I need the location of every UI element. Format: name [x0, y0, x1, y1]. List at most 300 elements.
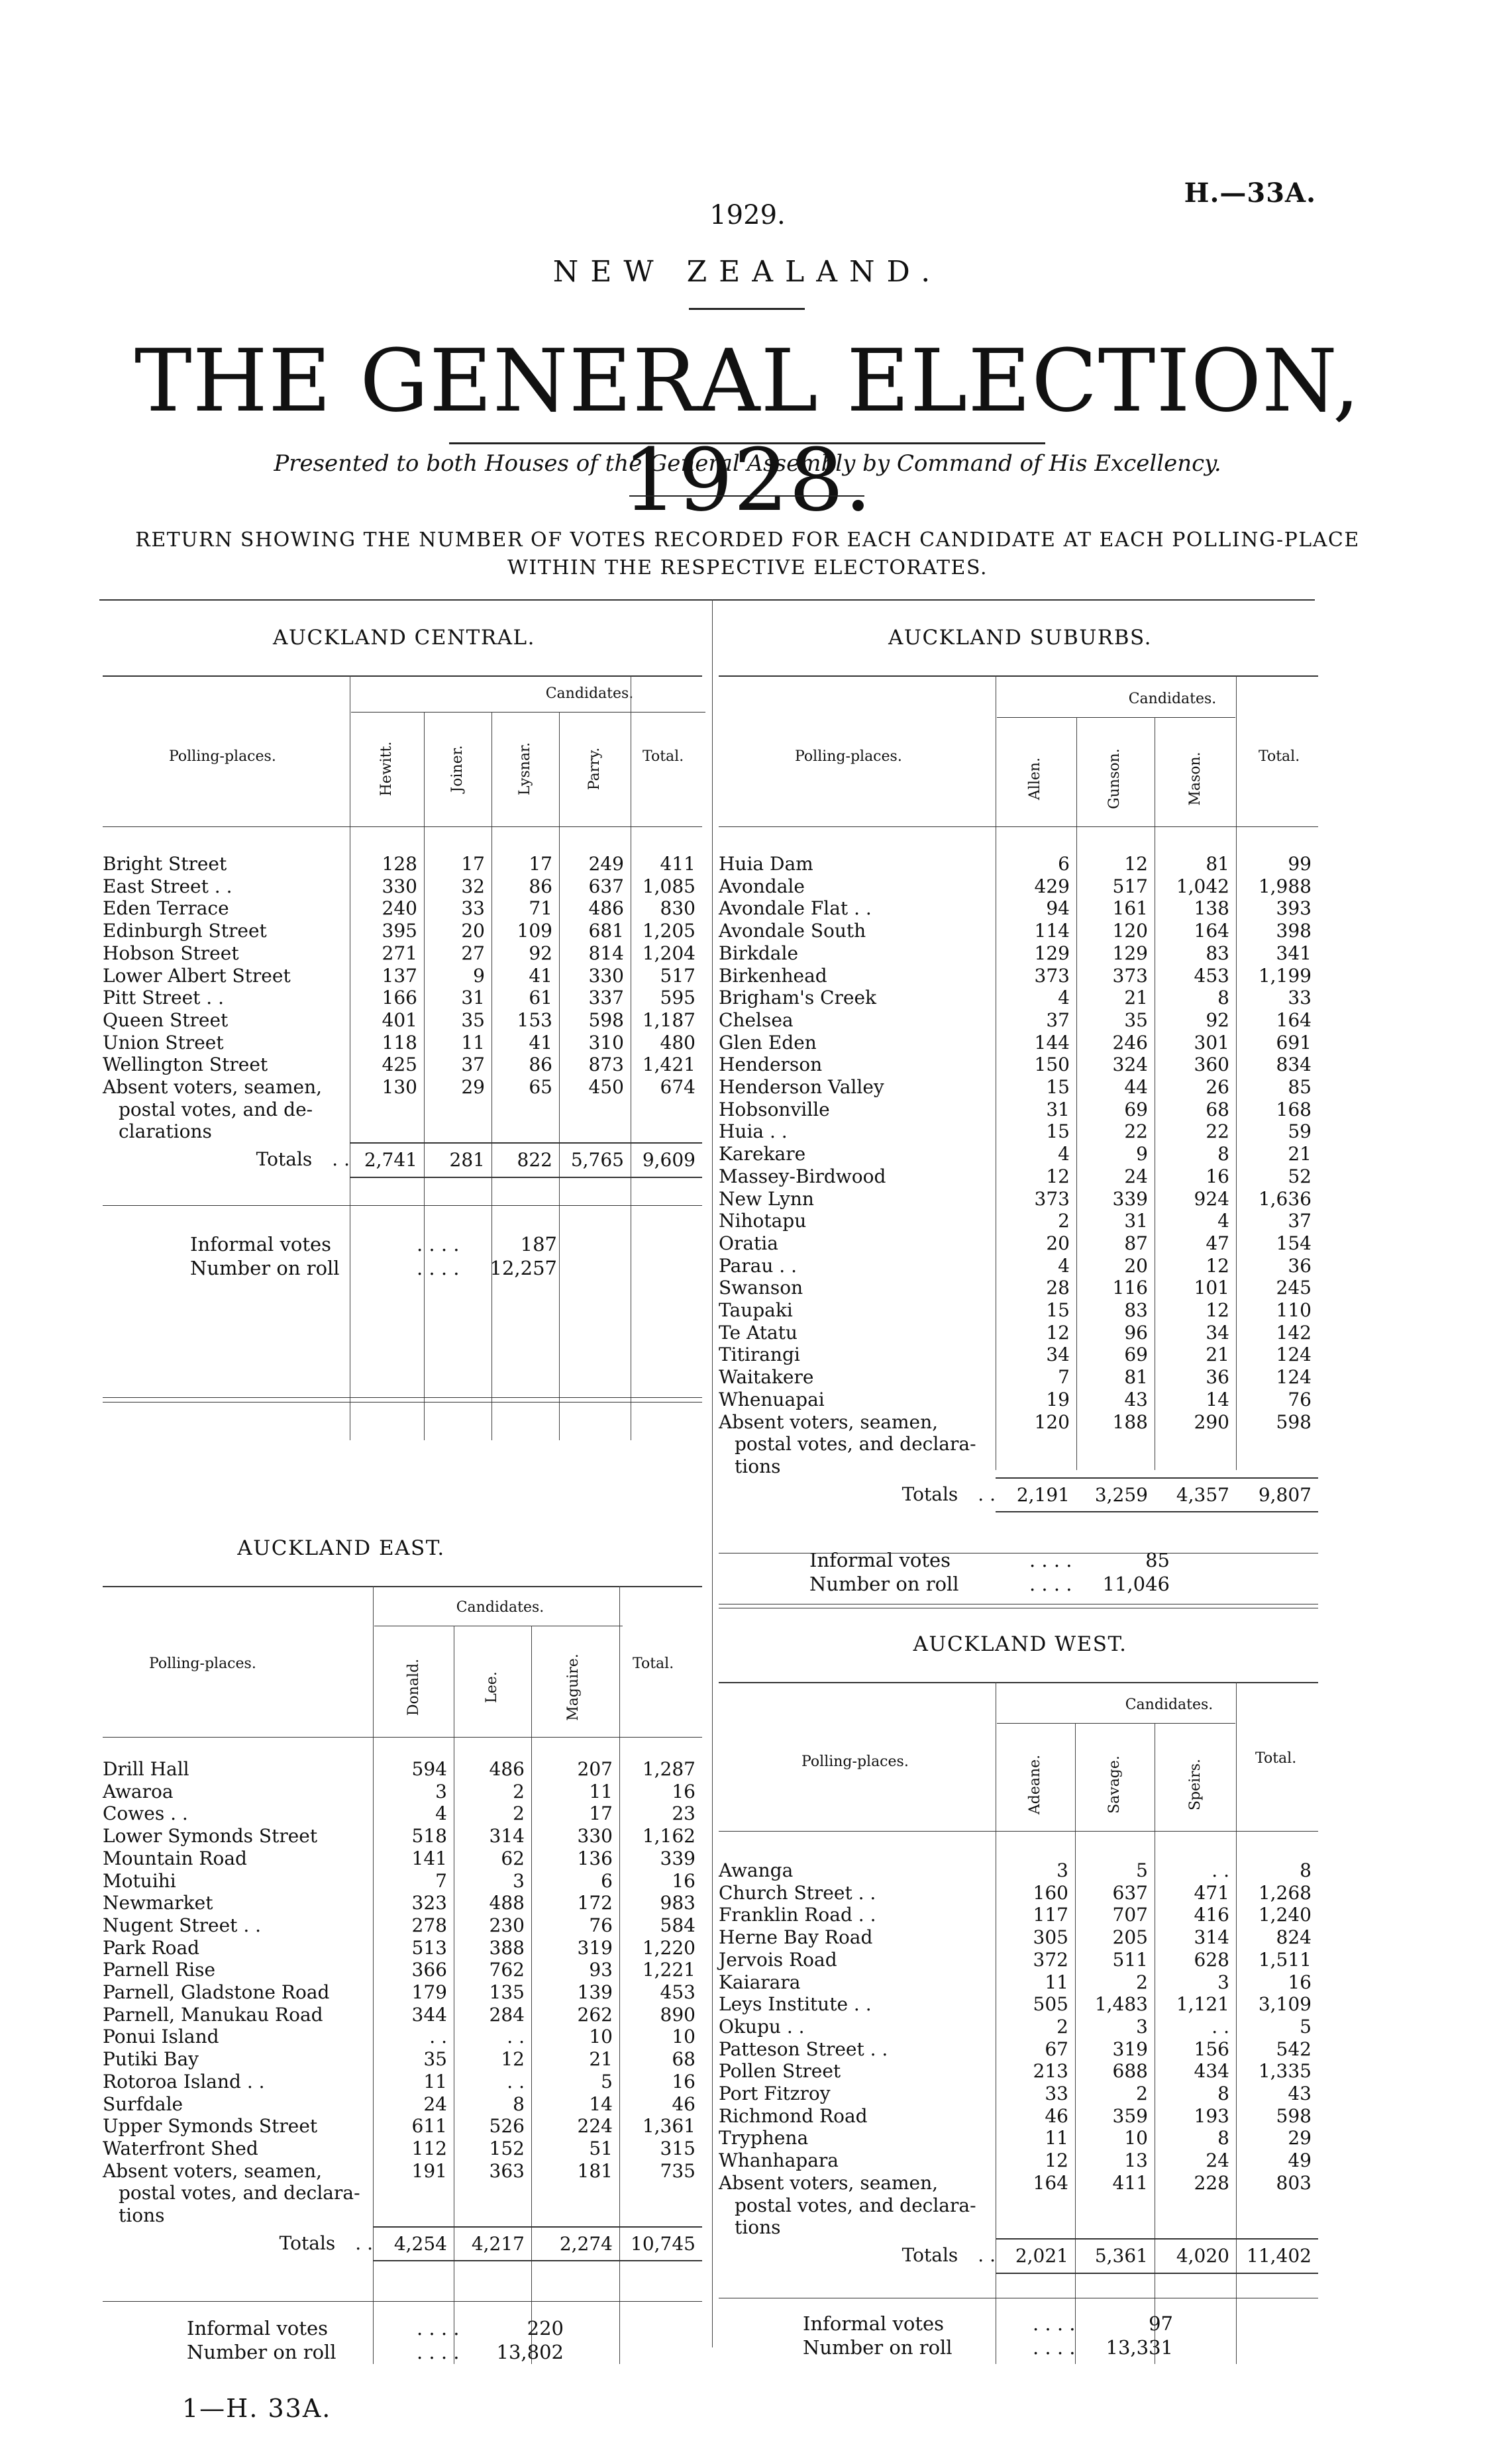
candidates-rule [351, 712, 705, 713]
absent-label-line: Absent voters, seamen, [103, 2159, 323, 2182]
vote-count: 21 [1124, 987, 1148, 1009]
vote-count: 87 [1124, 1232, 1148, 1254]
row-total: 735 [660, 2159, 696, 2182]
vote-count: 164 [1194, 920, 1229, 942]
row-total: 124 [1276, 1366, 1312, 1389]
polling-place: Queen Street [103, 1009, 229, 1031]
vote-count: 11 [1045, 2127, 1068, 2149]
vote-count: 7 [435, 1869, 447, 1892]
informal-votes-value: 220 [527, 2317, 564, 2340]
candidates-label: Candidates. [1125, 1697, 1213, 1713]
vote-count: 31 [1124, 1210, 1148, 1232]
vote-count: 8 [1217, 2083, 1229, 2105]
polling-place: Church Street . . [719, 1881, 876, 1904]
candidates-rule [997, 1723, 1235, 1724]
informal-votes-label: Informal votes [190, 1233, 332, 1256]
polling-place: Oratia [719, 1232, 778, 1254]
informal-votes-value: 187 [520, 1233, 557, 1256]
vote-count: 207 [577, 1758, 613, 1780]
row-total: 803 [1276, 2171, 1312, 2194]
vote-count: 136 [577, 1847, 613, 1869]
vote-count: 14 [1206, 1388, 1229, 1410]
vote-count: 22 [1206, 1120, 1229, 1143]
grand-total: 9,609 [631, 1143, 702, 1177]
vote-count: 22 [1124, 1120, 1148, 1143]
table-row [719, 1099, 1318, 1121]
row-total: 59 [1288, 1120, 1312, 1143]
table-row [103, 1781, 702, 1803]
table-row [719, 1032, 1318, 1054]
row-total: 85 [1288, 1076, 1312, 1099]
vote-count: 518 [411, 1825, 447, 1848]
vote-count: 429 [1034, 875, 1070, 897]
row-total: 983 [660, 1892, 696, 1914]
vote-count: 8 [1217, 1143, 1229, 1165]
vote-count: 161 [1112, 897, 1148, 920]
vote-count: 11 [589, 1780, 613, 1802]
header-top-rule [719, 1682, 1318, 1683]
polling-place: Avondale Flat . . [719, 897, 872, 920]
polling-place: Patteson Street . . [719, 2038, 888, 2060]
vote-count: 3 [1217, 1971, 1229, 1993]
results-body [719, 853, 1318, 1512]
vote-count: 2 [1136, 2083, 1148, 2105]
row-total: 453 [660, 1981, 696, 2004]
row-total: 43 [1288, 2083, 1312, 2105]
vote-count: 20 [1046, 1232, 1070, 1254]
vote-count: 172 [577, 1892, 613, 1914]
vote-count: 707 [1112, 1904, 1148, 1926]
informal-votes-label: Informal votes [809, 1549, 951, 1571]
vote-count: 21 [1206, 1344, 1229, 1366]
polling-place: Huia Dam [719, 853, 813, 875]
electorate-title: AUCKLAND CENTRAL. [272, 626, 536, 650]
polling-place-absent [103, 1076, 350, 1143]
polling-place: Upper Symonds Street [103, 2115, 318, 2138]
table-row [103, 875, 702, 898]
vote-count: 65 [529, 1076, 552, 1099]
row-total: 595 [660, 987, 696, 1009]
vote-count: 9 [473, 964, 485, 987]
roll-label: Number on roll [190, 1257, 340, 1279]
vote-count: 24 [1206, 2149, 1229, 2172]
dots: . . . . [417, 2341, 460, 2363]
row-total: 1,988 [1258, 875, 1312, 897]
table-row [719, 1009, 1318, 1032]
polling-place: Titirangi [719, 1344, 800, 1366]
total-label: Total. [1255, 1750, 1297, 1767]
results-body [103, 853, 702, 1177]
vote-count: 93 [589, 1959, 613, 1981]
vote-count: 213 [1033, 2060, 1068, 2083]
polling-place: Massey-Birdwood [719, 1165, 886, 1187]
row-total: 1,205 [642, 920, 696, 942]
row-total: 1,335 [1258, 2060, 1312, 2083]
vote-count: 137 [382, 964, 417, 987]
vote-count: . . [507, 2026, 525, 2048]
row-total: 339 [660, 1847, 696, 1869]
vote-count: 96 [1124, 1321, 1148, 1344]
electorate-title: AUCKLAND EAST. [237, 1536, 445, 1560]
row-total: 824 [1276, 1926, 1312, 1949]
header-bottom-rule [719, 1831, 1318, 1832]
table-row [719, 2060, 1318, 2083]
vote-count: 20 [1124, 1254, 1148, 1277]
row-total: 29 [1288, 2127, 1312, 2149]
dots: . . . . [417, 2317, 460, 2340]
row-total: 23 [672, 1802, 696, 1825]
dots: . . . . [1033, 2336, 1076, 2359]
results-table [103, 853, 702, 1178]
vote-count: 130 [382, 1076, 417, 1099]
table-row [719, 1949, 1318, 1971]
section-end-rule [103, 1397, 702, 1398]
row-total: 245 [1276, 1277, 1312, 1299]
return-heading-line-2: WITHIN THE RESPECTIVE ELECTORATES. [507, 556, 988, 579]
table-row-absent [719, 2172, 1318, 2239]
vote-count: 12 [1206, 1254, 1229, 1277]
row-total: 49 [1288, 2149, 1312, 2172]
vote-count: 330 [588, 964, 624, 987]
vote-count: 46 [1045, 2104, 1068, 2127]
totals-label [719, 2239, 996, 2273]
vote-count: 330 [577, 1825, 613, 1848]
polling-place: Surfdale [103, 2093, 183, 2115]
dots: . . . . [417, 1233, 460, 1256]
vote-count: 86 [529, 1054, 552, 1076]
totals-row [719, 2239, 1318, 2273]
table-row-absent [103, 2160, 702, 2227]
vote-count: 373 [1034, 964, 1070, 987]
polling-place: Birkenhead [719, 964, 827, 987]
absent-label-line: postal votes, and de- [119, 1098, 313, 1120]
vote-count: 339 [1112, 1187, 1148, 1210]
candidate-total: 2,274 [531, 2227, 619, 2261]
table-row [719, 1143, 1318, 1165]
table-row [103, 1825, 702, 1848]
roll-value: 11,046 [1102, 1573, 1170, 1595]
totals-label-text: Totals [256, 1148, 313, 1171]
informal-votes-value: 85 [1145, 1549, 1170, 1571]
vote-count: 1,121 [1176, 1993, 1229, 2016]
table-row [719, 2016, 1318, 2038]
vote-count: 290 [1194, 1410, 1229, 1433]
totals-row [103, 1143, 702, 1177]
total-label: Total. [633, 1655, 674, 1672]
vote-count: 471 [1194, 1881, 1229, 1904]
vote-count: 230 [489, 1914, 525, 1936]
row-total: 1,162 [642, 1825, 696, 1848]
row-total: 830 [660, 897, 696, 920]
totals-label-dots: . . [978, 1483, 996, 1505]
totals-label [103, 2227, 373, 2261]
results-body [719, 1859, 1318, 2273]
summary-stats [801, 2311, 1174, 2360]
vote-count: 118 [382, 1031, 417, 1054]
vote-count: 8 [513, 2093, 525, 2115]
candidate-total: 4,217 [454, 2227, 531, 2261]
table-row [719, 2127, 1318, 2149]
section-auckland-west [715, 1609, 1325, 2371]
vote-count: 9 [1136, 1143, 1148, 1165]
row-total: 16 [672, 2070, 696, 2093]
vote-count: 94 [1046, 897, 1070, 920]
polling-place: Richmond Road [719, 2104, 868, 2127]
row-total: 16 [672, 1780, 696, 1802]
vote-count: 2 [1057, 2015, 1068, 2038]
vote-count: 27 [461, 942, 485, 964]
polling-place: Edinburgh Street [103, 920, 267, 942]
table-row [719, 1188, 1318, 1210]
totals-label [103, 1143, 350, 1177]
vote-count: 240 [382, 897, 417, 920]
polling-place: Okupu . . [719, 2015, 805, 2038]
candidate-total: 5,361 [1075, 2239, 1155, 2273]
vote-count: 144 [1034, 1031, 1070, 1054]
candidate-total: 3,259 [1076, 1478, 1155, 1512]
vote-count: 109 [517, 920, 552, 942]
row-total: 1,187 [642, 1009, 696, 1031]
vote-count: 4 [1058, 1143, 1070, 1165]
totals-label-text: Totals [279, 2232, 336, 2254]
totals-rule [103, 2301, 702, 2302]
row-total: 674 [660, 1076, 696, 1099]
vote-count: 314 [1194, 1926, 1229, 1949]
vote-count: 373 [1112, 964, 1148, 987]
vote-count: 246 [1112, 1031, 1148, 1054]
table-row [719, 853, 1318, 875]
vote-count: 637 [588, 875, 624, 897]
absent-label-line: tions [735, 2216, 781, 2239]
polling-place: Huia . . [719, 1120, 788, 1143]
vote-count: 363 [489, 2159, 525, 2182]
dots: . . . . [1029, 1549, 1072, 1571]
vote-count: 401 [382, 1009, 417, 1031]
table-row [719, 1277, 1318, 1299]
dots: . . . . [1033, 2312, 1076, 2335]
vote-count: 35 [1124, 1009, 1148, 1031]
row-total: 584 [660, 1914, 696, 1936]
polling-place: Glen Eden [719, 1031, 817, 1054]
polling-place: Pollen Street [719, 2060, 841, 2083]
electorate-title: AUCKLAND WEST. [913, 1632, 1127, 1656]
polling-place: Bright Street [103, 853, 227, 875]
vote-count: 488 [489, 1892, 525, 1914]
section-auckland-central [99, 599, 709, 1414]
vote-count: 344 [411, 2003, 447, 2026]
page-title: THE GENERAL ELECTION, 1928. [134, 330, 1361, 530]
roll-label: Number on roll [187, 2341, 336, 2363]
summary-stats [189, 1232, 558, 1281]
polling-place: Birkdale [719, 942, 799, 964]
row-total: 16 [1288, 1971, 1312, 1993]
vote-count: 41 [529, 964, 552, 987]
vote-count: 193 [1194, 2104, 1229, 2127]
totals-label [719, 1478, 996, 1512]
summary-stats [185, 2316, 565, 2365]
results-table [719, 1859, 1318, 2274]
table-row [103, 2071, 702, 2093]
results-table [719, 853, 1318, 1512]
row-total: 834 [1276, 1054, 1312, 1076]
vote-count: 284 [489, 2003, 525, 2026]
vote-count: 594 [411, 1758, 447, 1780]
totals-rule [103, 1205, 702, 1206]
vote-count: 15 [1046, 1299, 1070, 1322]
polling-place: Waterfront Shed [103, 2137, 258, 2159]
polling-place: Newmarket [103, 1892, 213, 1914]
row-total: 1,361 [642, 2115, 696, 2138]
vote-count: 17 [589, 1802, 613, 1825]
vote-count: 924 [1194, 1187, 1229, 1210]
table-row [719, 1993, 1318, 2016]
vote-count: 191 [411, 2159, 447, 2182]
absent-label-line: clarations [119, 1120, 212, 1143]
row-total: 411 [660, 853, 696, 875]
short-rule [689, 308, 805, 310]
vote-count: 83 [1206, 942, 1229, 964]
row-total: 3,109 [1258, 1993, 1312, 2016]
results-table [103, 1758, 702, 2261]
return-heading [0, 526, 1495, 582]
row-total: 21 [1288, 1143, 1312, 1165]
table-row [103, 1959, 702, 1981]
table-row [103, 1054, 702, 1076]
row-total: 154 [1276, 1232, 1312, 1254]
vote-count: 5 [601, 2070, 613, 2093]
vote-count: 120 [1112, 920, 1148, 942]
row-total: 99 [1288, 853, 1312, 875]
table-row [103, 2138, 702, 2160]
document-year: 1929. [709, 200, 786, 230]
vote-count: 486 [588, 897, 624, 920]
row-total: 124 [1276, 1344, 1312, 1366]
vote-count: 117 [1033, 1904, 1068, 1926]
polling-place: Henderson [719, 1054, 823, 1076]
vote-count: 12 [1046, 1165, 1070, 1187]
polling-place: Awaroa [103, 1780, 174, 1802]
totals-label-dots: . . [355, 2232, 373, 2254]
vote-count: 31 [1046, 1098, 1070, 1120]
header-top-rule [103, 1586, 702, 1587]
vote-count: 128 [382, 853, 417, 875]
polling-place: Parnell, Manukau Road [103, 2003, 323, 2026]
candidates-label: Candidates. [456, 1599, 544, 1616]
vote-count: 35 [461, 1009, 485, 1031]
candidates-rule [997, 717, 1235, 718]
vote-count: 388 [489, 1936, 525, 1959]
vote-count: 69 [1124, 1344, 1148, 1366]
polling-place: Hobsonville [719, 1098, 830, 1120]
table-row [719, 1054, 1318, 1076]
row-total: 1,287 [642, 1758, 696, 1780]
totals-row [719, 1478, 1318, 1512]
vote-count: 486 [489, 1758, 525, 1780]
vote-count: 116 [1112, 1277, 1148, 1299]
grand-total: 11,402 [1236, 2239, 1318, 2273]
vote-count: 160 [1033, 1881, 1068, 1904]
polling-place: Mountain Road [103, 1847, 247, 1869]
vote-count: 8 [1217, 2127, 1229, 2149]
vote-count: 814 [588, 942, 624, 964]
table-row-absent [103, 1076, 702, 1143]
polling-place: Lower Symonds Street [103, 1825, 318, 1848]
absent-label-line: tions [119, 2204, 165, 2227]
candidate-lysnar: Lysnar. [517, 742, 533, 796]
row-total: 37 [1288, 1210, 1312, 1232]
vote-count: 51 [589, 2137, 613, 2159]
vote-count: 425 [382, 1054, 417, 1076]
table-row [103, 897, 702, 920]
vote-count: 2 [1136, 1971, 1148, 1993]
row-total: 142 [1276, 1321, 1312, 1344]
table-row [719, 2105, 1318, 2128]
vote-count: 323 [411, 1892, 447, 1914]
row-total: 16 [672, 1869, 696, 1892]
candidate-hewitt: Hewitt. [378, 741, 395, 797]
table-row [719, 1255, 1318, 1277]
row-total: 10 [672, 2026, 696, 2048]
vote-count: 319 [577, 1936, 613, 1959]
table-row [719, 1344, 1318, 1366]
vote-count: 310 [588, 1031, 624, 1054]
table-row [719, 1210, 1318, 1232]
vote-count: 11 [1045, 1971, 1068, 1993]
table-row [719, 920, 1318, 942]
row-total: 1,204 [642, 942, 696, 964]
vote-count: 31 [461, 987, 485, 1009]
vote-count: 1,042 [1176, 875, 1229, 897]
polling-place: Hobson Street [103, 942, 239, 964]
polling-place: Jervois Road [719, 1948, 837, 1971]
polling-place: Waitakere [719, 1366, 814, 1389]
grand-total: 10,745 [619, 2227, 702, 2261]
candidate-adeane: Adeane. [1027, 1754, 1043, 1815]
candidate-total: 281 [424, 1143, 491, 1177]
absent-label-line: Absent voters, seamen, [103, 1076, 323, 1099]
vote-count: 12 [501, 2048, 525, 2071]
vote-count: 34 [1046, 1344, 1070, 1366]
table-row-absent [719, 1411, 1318, 1478]
vote-count: 61 [529, 987, 552, 1009]
table-row [719, 1299, 1318, 1322]
candidate-lee: Lee. [484, 1671, 500, 1703]
candidate-total: 4,020 [1155, 2239, 1236, 2273]
polling-place: Parnell, Gladstone Road [103, 1981, 330, 2004]
return-heading-line-1: RETURN SHOWING THE NUMBER OF VOTES RECORDED FOR EACH CANDIDATE AT EACH POLLING-PLACE [135, 528, 1360, 552]
summary-stats [808, 1548, 1171, 1597]
vote-count: 4 [1058, 987, 1070, 1009]
vote-count: 611 [411, 2115, 447, 2138]
table-row [103, 1981, 702, 2004]
vote-count: 129 [1112, 942, 1148, 964]
vote-count: 395 [382, 920, 417, 942]
table-row [103, 2048, 702, 2071]
vote-count: 26 [1206, 1076, 1229, 1099]
polling-place: Cowes . . [103, 1802, 188, 1825]
vote-count: 76 [589, 1914, 613, 1936]
polling-place: Wellington Street [103, 1054, 268, 1076]
candidate-total: 4,357 [1155, 1478, 1236, 1512]
row-total: 36 [1288, 1254, 1312, 1277]
vote-count: 12 [1046, 1321, 1070, 1344]
vote-count: 28 [1046, 1277, 1070, 1299]
candidate-total: 2,021 [996, 2239, 1075, 2273]
vote-count: 6 [601, 1869, 613, 1892]
candidates-label: Candidates. [545, 685, 634, 702]
polling-place: Rotoroa Island . . [103, 2070, 265, 2093]
table-row [719, 1904, 1318, 1926]
